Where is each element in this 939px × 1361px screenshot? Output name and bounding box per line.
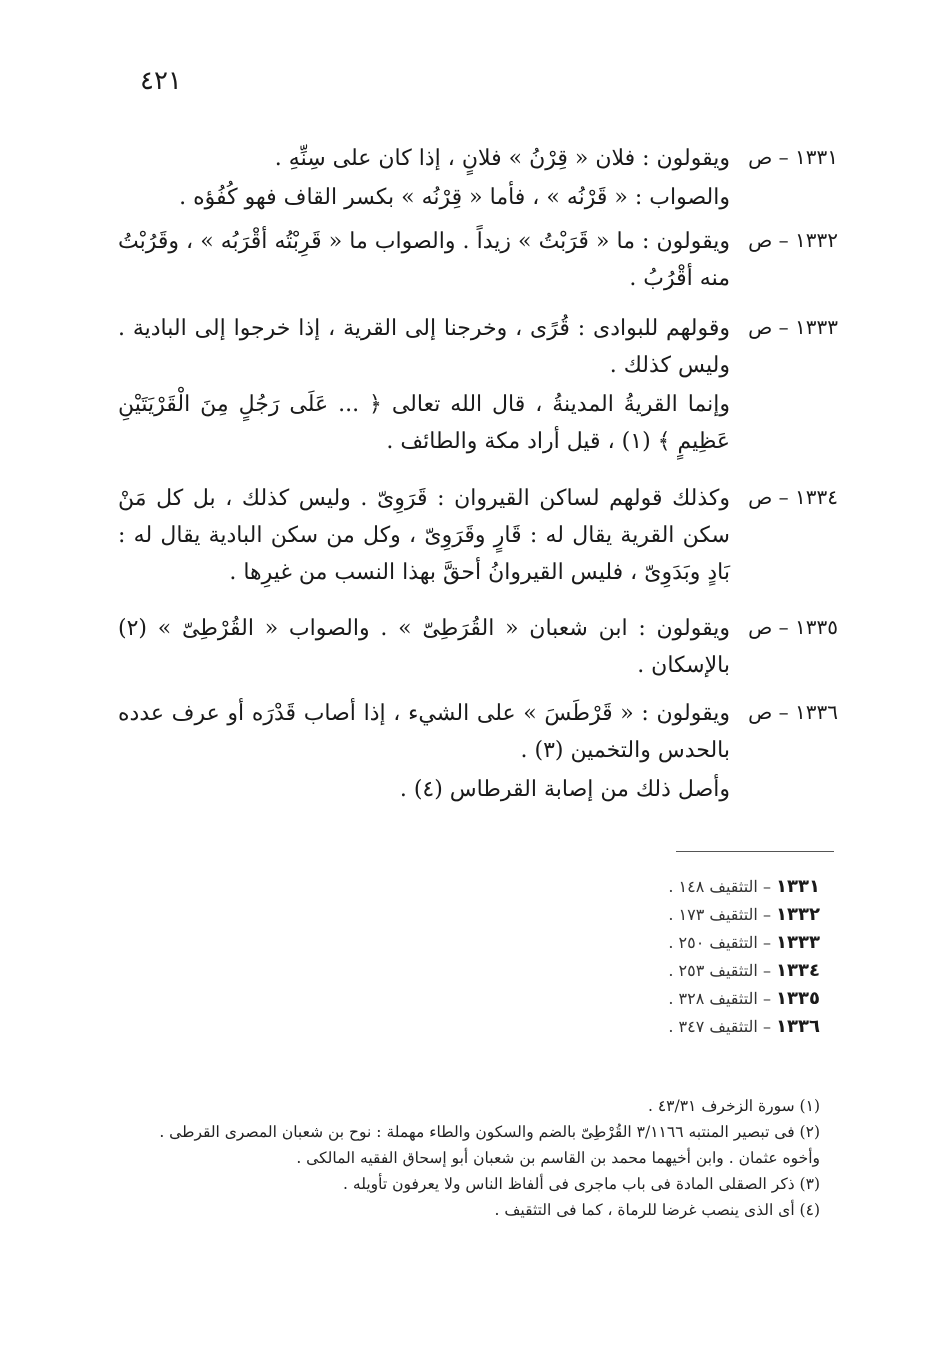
reference-row — [560, 957, 820, 985]
reference-row — [560, 1013, 820, 1041]
reference-number: ١٣٣١ — [776, 876, 820, 897]
reference-text: – التثقيف ٢٥٠ . — [668, 933, 777, 952]
footnotes — [130, 1093, 820, 1223]
reference-number: ١٣٣٣ — [776, 932, 820, 953]
entry-number: ١٣٣٢ – ص — [748, 228, 838, 252]
entry-text — [118, 610, 730, 684]
entry-1331 — [118, 140, 838, 216]
entry-text — [118, 223, 730, 297]
entry-line: والصواب : « قَرْنُه » ، فأما « قِرْنُه » بكسر القاف فهو كُفُؤه . — [179, 185, 730, 210]
entry-line: وأصل ذلك من إصابة القرطاس (٤) . — [399, 777, 730, 802]
entry-1335 — [118, 610, 838, 684]
reference-number: ١٣٣٢ — [776, 904, 820, 925]
reference-list — [560, 873, 820, 1041]
entry-number: ١٣٣٦ – ص — [748, 700, 838, 724]
entry-line: وكذلك قولهم لساكن القيروان : قَرَوِىّ . وليس كذلك ، بل كل مَنْ سكن القرية يقال له : قَارٍ وقَرَوِىّ ، وكل من سكن البادية يقال له : بَادٍ وبَدَوِىّ ، فليس القيروانُ أحقَّ بهذا النسب من غيرِها . — [118, 486, 730, 585]
reference-row — [560, 929, 820, 957]
entry-number: ١٣٣٥ – ص — [748, 615, 838, 639]
footnote-divider — [676, 851, 834, 852]
entry-line: ويقولون : ابن شعبان « القُرَطِىّ » . والصواب « القُرْطِىّ » (٢) بالإسكان . — [118, 616, 730, 678]
reference-text: – التثقيف ٣٢٨ . — [668, 989, 777, 1008]
reference-row — [560, 985, 820, 1013]
reference-row — [560, 901, 820, 929]
reference-text: – التثقيف ٢٥٣ . — [668, 961, 777, 980]
entry-line: ويقولون : « قَرْطَسَ » على الشيء ، إذا أصاب قَدْرَه أو عرف عدده بالحدس والتخمين (٣) . — [118, 701, 730, 763]
entry-1334 — [118, 480, 838, 591]
reference-number: ١٣٣٦ — [776, 1016, 820, 1037]
entry-text — [118, 695, 730, 808]
reference-row — [560, 873, 820, 901]
reference-text: – التثقيف ١٤٨ . — [668, 877, 777, 896]
entry-text — [118, 310, 730, 460]
page-number: ٤٢١ — [140, 66, 182, 96]
footnote: (٢) فى تبصير المنتبه ٣/١١٦٦ القُرْطِىّ بالضم والسكون والطاء مهملة : نوح بن شعبان المصرى القرطى . وأخوه عثمان . وابن أخيهما محمد بن القاسم بن شعبان أبو إسحاق الفقيه المالكى . — [159, 1123, 820, 1167]
footnote: (٤) أى الذى ينصب غرضا للرماة ، كما فى التثقيف . — [494, 1201, 820, 1219]
reference-number: ١٣٣٥ — [776, 988, 820, 1009]
entry-text — [118, 140, 730, 216]
footnote: (٣) ذكر الصقلى المادة فى باب ماجرى فى ألفاظ الناس ولا يعرفون تأويله . — [343, 1175, 820, 1193]
footnote: (١) سورة الزخرف ٤٣/٣١ . — [648, 1097, 820, 1115]
reference-number: ١٣٣٤ — [776, 960, 820, 981]
entry-line: وإنما القريةُ المدينةُ ، قال الله تعالى ﴿ ... عَلَى رَجُلٍ مِنَ الْقَرْيَتَيْنِ عَظِيمٍ ﴾ (١) ، قيل أراد مكة والطائف . — [118, 392, 730, 454]
entry-number: ١٣٣١ – ص — [748, 145, 838, 169]
entry-line: وقولهم للبوادى : قُرًى ، وخرجنا إلى القرية ، إذا خرجوا إلى البادية . وليس كذلك . — [118, 316, 730, 378]
reference-text: – التثقيف ١٧٣ . — [668, 905, 777, 924]
entry-line: ويقولون : ما « قَرَبْتُ » زيداً . والصواب ما « قَرِبْتُه أقْرَبُه » ، وقَرُبْتُ منه أقْرُبُ . — [118, 229, 730, 291]
entry-1332 — [118, 223, 838, 297]
entry-line: ويقولون : فلان « قِرْنُ » فلانٍ ، إذا كان على سِنِّهِ . — [274, 146, 730, 171]
entry-number: ١٣٣٣ – ص — [748, 315, 838, 339]
entry-1333 — [118, 310, 838, 460]
entry-text — [118, 480, 730, 591]
entry-number: ١٣٣٤ – ص — [748, 485, 838, 509]
entry-1336 — [118, 695, 838, 808]
reference-text: – التثقيف ٣٤٧ . — [668, 1017, 777, 1036]
